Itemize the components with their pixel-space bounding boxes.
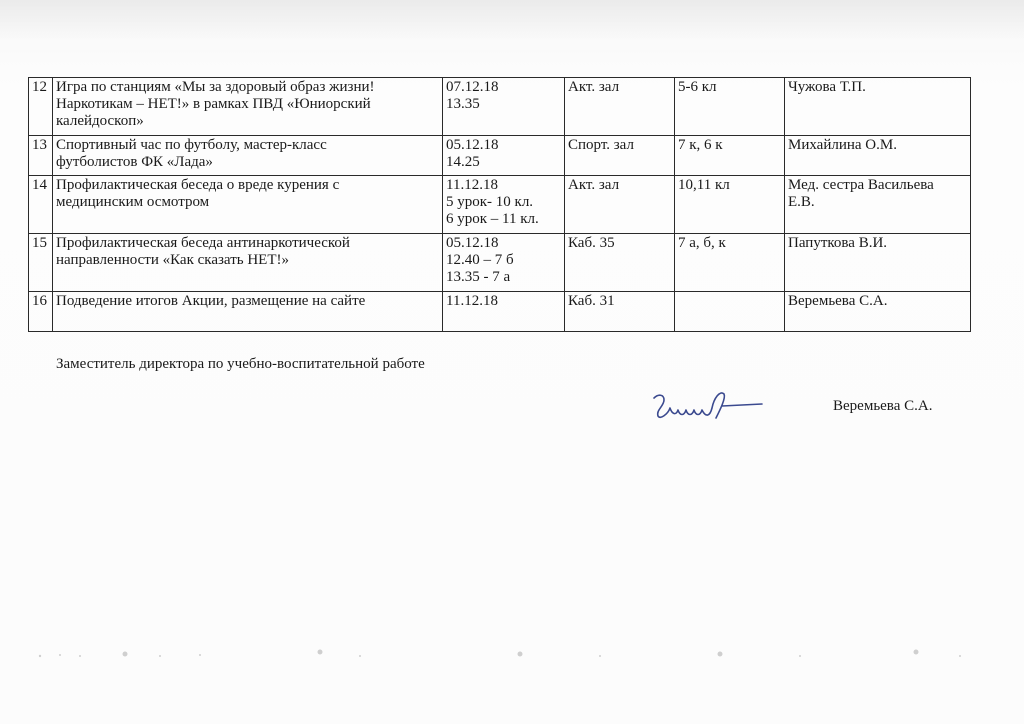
row-number: 14: [29, 176, 53, 234]
row-number: 16: [29, 292, 53, 332]
event-title: Профилактическая беседа о вреде курения с медицинским осмотром: [53, 176, 443, 234]
row-number: 15: [29, 234, 53, 292]
event-place: Спорт. зал: [565, 136, 675, 176]
handwritten-signature: [650, 388, 770, 424]
event-date: 05.12.18 12.40 – 7 б 13.35 - 7 а: [443, 234, 565, 292]
event-responsible: Веремьева С.А.: [785, 292, 971, 332]
event-responsible: Михайлина О.М.: [785, 136, 971, 176]
event-title: Игра по станциям «Мы за здоровый образ жизни! Наркотикам – НЕТ!» в рамках ПВД «Юниорский калейдоскоп»: [53, 78, 443, 136]
event-date: 07.12.18 13.35: [443, 78, 565, 136]
event-place: Каб. 35: [565, 234, 675, 292]
scan-top-shadow: [0, 0, 1024, 40]
event-title: Подведение итогов Акции, размещение на сайте: [53, 292, 443, 332]
event-classes: [675, 292, 785, 332]
event-responsible: Мед. сестра Васильева Е.В.: [785, 176, 971, 234]
signer-position: Заместитель директора по учебно-воспитательной работе: [56, 356, 425, 372]
row-number: 12: [29, 78, 53, 136]
event-responsible: Папуткова В.И.: [785, 234, 971, 292]
signer-name: Веремьева С.А.: [833, 398, 933, 414]
row-number: 13: [29, 136, 53, 176]
event-classes: 7 к, 6 к: [675, 136, 785, 176]
event-title: Спортивный час по футболу, мастер-класс футболистов ФК «Лада»: [53, 136, 443, 176]
event-classes: 5-6 кл: [675, 78, 785, 136]
table-row: [29, 234, 971, 292]
events-table: [28, 77, 971, 332]
event-date: 11.12.18: [443, 292, 565, 332]
event-date: 11.12.18 5 урок- 10 кл. 6 урок – 11 кл.: [443, 176, 565, 234]
event-classes: 10,11 кл: [675, 176, 785, 234]
event-place: Акт. зал: [565, 176, 675, 234]
table-row: [29, 292, 971, 332]
table-row: [29, 78, 971, 136]
scan-artifacts: [0, 630, 1024, 670]
event-title: Профилактическая беседа антинаркотической направленности «Как сказать НЕТ!»: [53, 234, 443, 292]
event-date: 05.12.18 14.25: [443, 136, 565, 176]
table-row: [29, 176, 971, 234]
event-place: Каб. 31: [565, 292, 675, 332]
event-place: Акт. зал: [565, 78, 675, 136]
table-row: [29, 136, 971, 176]
event-responsible: Чужова Т.П.: [785, 78, 971, 136]
event-classes: 7 а, б, к: [675, 234, 785, 292]
